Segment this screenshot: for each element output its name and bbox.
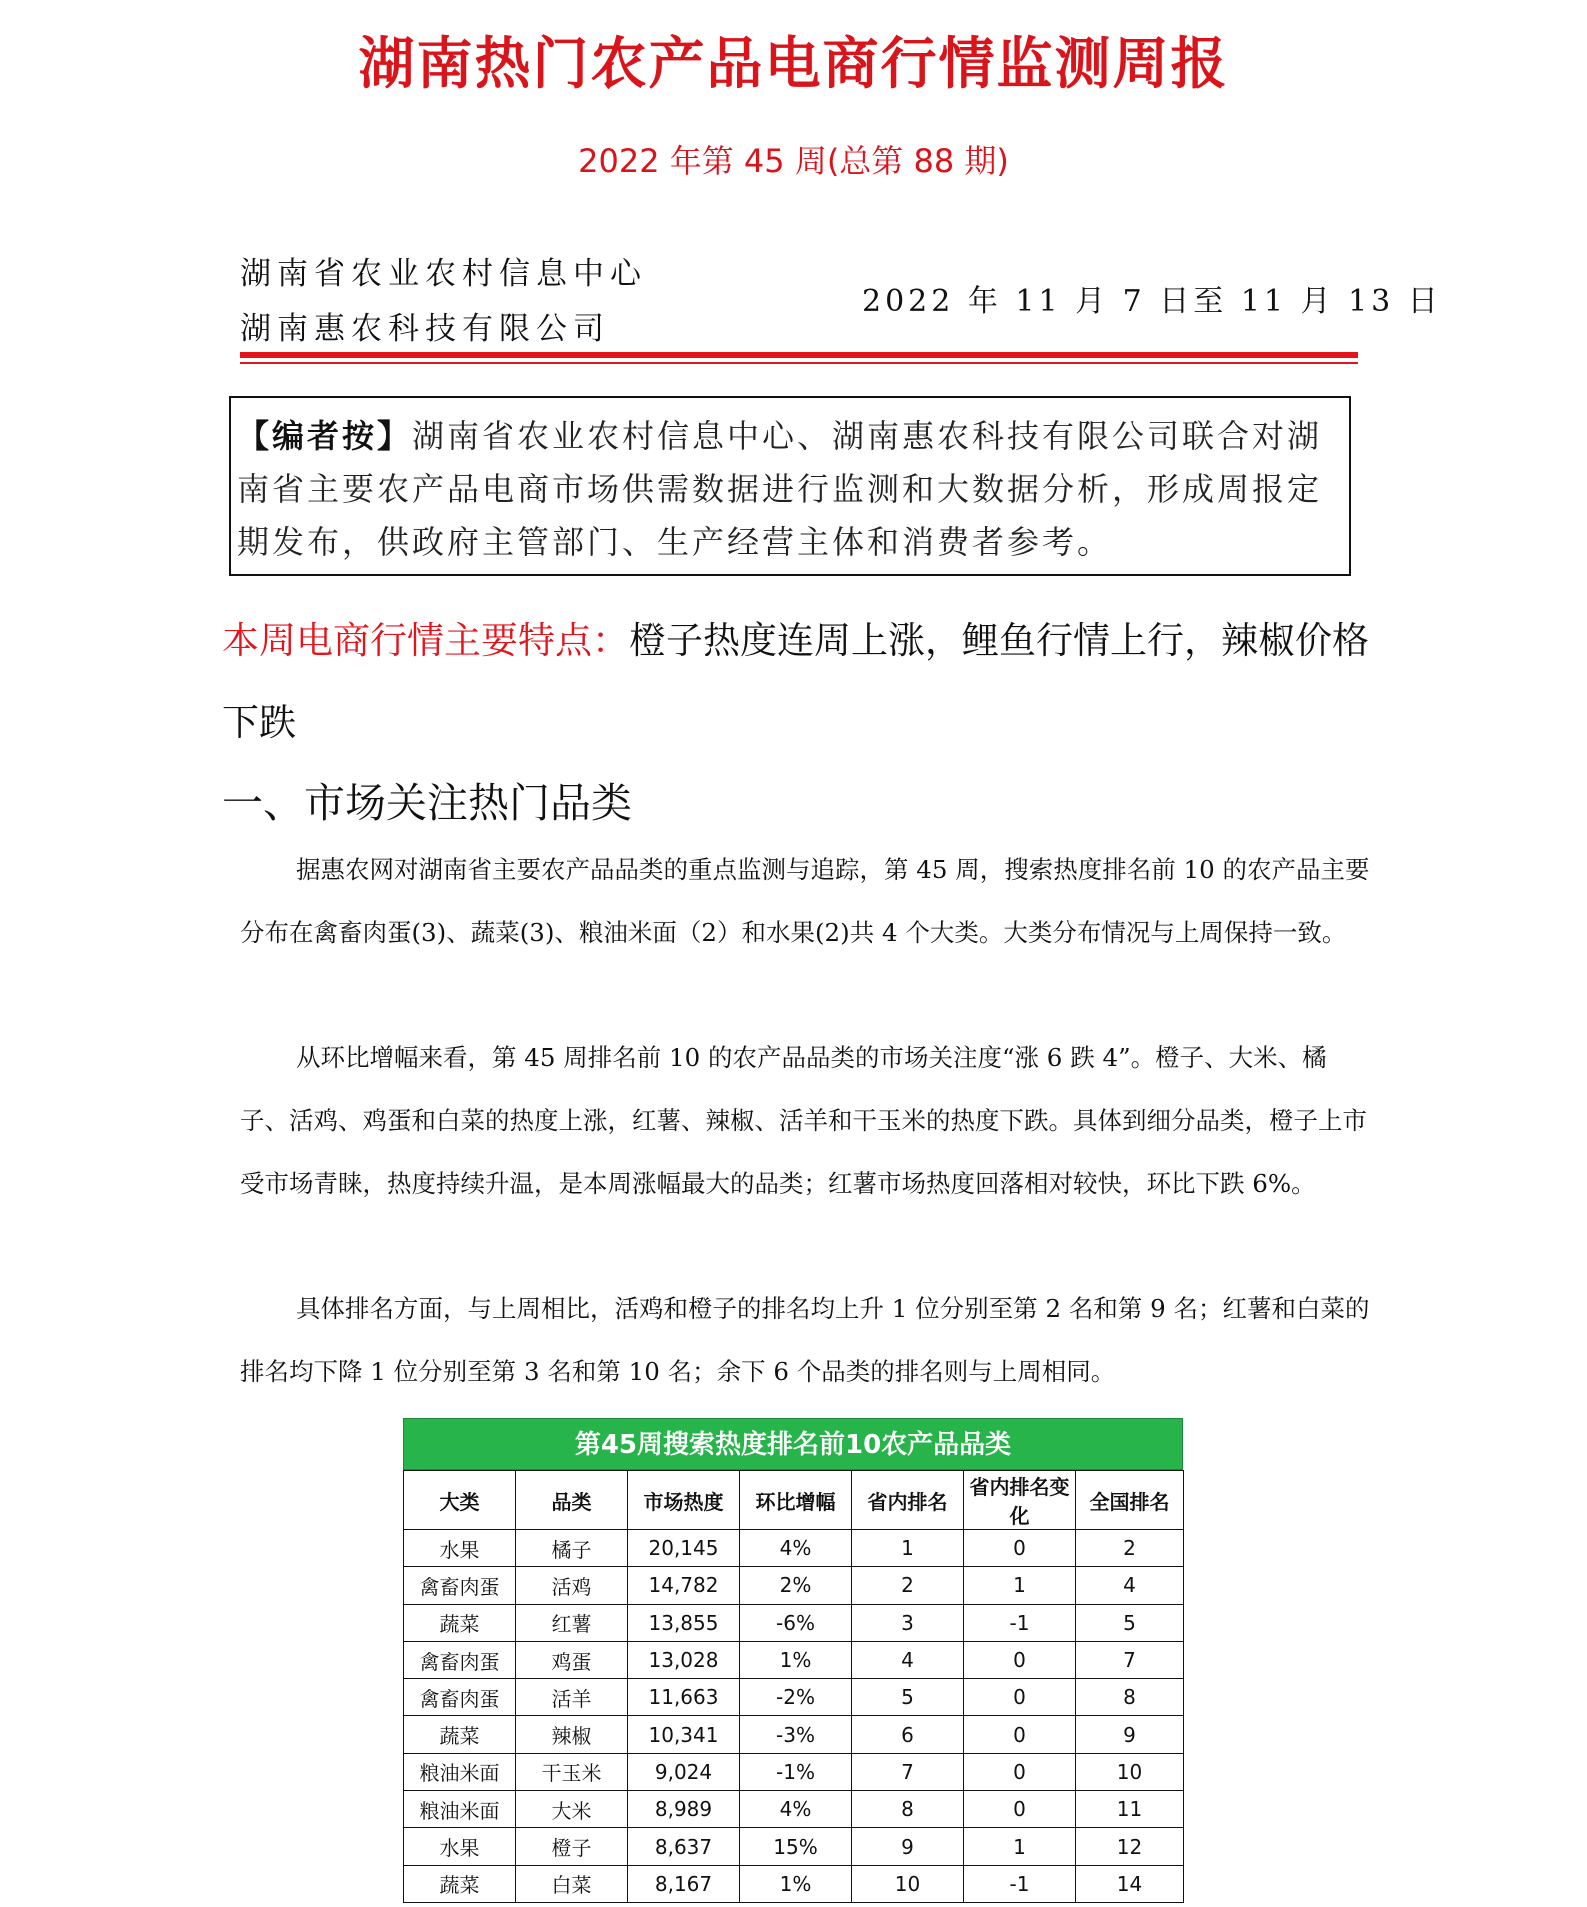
table-row <box>404 1753 1184 1790</box>
table-row <box>404 1828 1184 1865</box>
table-cell: 4% <box>740 1530 852 1567</box>
table-cell: 4 <box>1076 1567 1184 1604</box>
date-range: 2022 年 11 月 7 日至 11 月 13 日 <box>862 284 1442 319</box>
table-cell: -6% <box>740 1604 852 1641</box>
table-cell: 11,663 <box>628 1679 740 1716</box>
table-cell: 1 <box>852 1530 964 1567</box>
table-cell: 2 <box>852 1567 964 1604</box>
header-divider-thick <box>240 352 1358 358</box>
col-header: 大类 <box>404 1471 516 1530</box>
table-cell: 5 <box>1076 1604 1184 1641</box>
table-cell: 5 <box>852 1679 964 1716</box>
table-cell: 水果 <box>404 1530 516 1567</box>
editor-note-tag: 【编者按】 <box>237 417 413 455</box>
col-header: 品类 <box>516 1471 628 1530</box>
table-cell: 干玉米 <box>516 1753 628 1790</box>
table-cell: 10 <box>1076 1753 1184 1790</box>
table-row <box>404 1679 1184 1716</box>
publisher-1: 湖南省农业农村信息中心 <box>240 256 647 292</box>
table-cell: 1% <box>740 1641 852 1678</box>
ranking-grid <box>403 1470 1184 1903</box>
table-cell: 白菜 <box>516 1865 628 1902</box>
table-cell: 8 <box>852 1791 964 1828</box>
table-cell: -1 <box>964 1604 1076 1641</box>
highlights-text: 橙子热度连周上涨，鲤鱼行情上行，辣椒价格下跌 <box>222 619 1369 744</box>
editor-note-box <box>229 396 1351 576</box>
table-cell: 0 <box>964 1530 1076 1567</box>
table-cell: 9,024 <box>628 1753 740 1790</box>
table-cell: 4% <box>740 1791 852 1828</box>
table-cell: 橙子 <box>516 1828 628 1865</box>
table-cell: 活鸡 <box>516 1567 628 1604</box>
table-cell: -2% <box>740 1679 852 1716</box>
table-cell: 鸡蛋 <box>516 1641 628 1678</box>
table-cell: 14,782 <box>628 1567 740 1604</box>
table-cell: 辣椒 <box>516 1716 628 1753</box>
table-cell: 0 <box>964 1679 1076 1716</box>
table-cell: 6 <box>852 1716 964 1753</box>
table-cell: 4 <box>852 1641 964 1678</box>
col-header: 省内排名变化 <box>964 1471 1076 1530</box>
table-title: 第45周搜索热度排名前10农产品品类 <box>403 1418 1183 1470</box>
table-cell: 13,855 <box>628 1604 740 1641</box>
publisher-2: 湖南惠农科技有限公司 <box>240 311 610 347</box>
table-row <box>404 1716 1184 1753</box>
table-cell: 蔬菜 <box>404 1604 516 1641</box>
table-cell: 活羊 <box>516 1679 628 1716</box>
table-cell: 9 <box>1076 1716 1184 1753</box>
table-cell: 1% <box>740 1865 852 1902</box>
table-cell: 3 <box>852 1604 964 1641</box>
table-cell: 8 <box>1076 1679 1184 1716</box>
report-title: 湖南热门农产品电商行情监测周报 <box>358 31 1229 97</box>
col-header: 全国排名 <box>1076 1471 1184 1530</box>
table-cell: 2 <box>1076 1530 1184 1567</box>
table-cell: 蔬菜 <box>404 1865 516 1902</box>
table-cell: 11 <box>1076 1791 1184 1828</box>
table-cell: 禽畜肉蛋 <box>404 1679 516 1716</box>
table-cell: 粮油米面 <box>404 1753 516 1790</box>
col-header: 省内排名 <box>852 1471 964 1530</box>
table-cell: 禽畜肉蛋 <box>404 1567 516 1604</box>
table-cell: 8,637 <box>628 1828 740 1865</box>
table-header-row <box>404 1471 1184 1530</box>
table-cell: 蔬菜 <box>404 1716 516 1753</box>
table-cell: 橘子 <box>516 1530 628 1567</box>
table-row <box>404 1567 1184 1604</box>
table-cell: 0 <box>964 1716 1076 1753</box>
ranking-table <box>403 1418 1183 1903</box>
section-heading: 一、市场关注热门品类 <box>222 779 632 827</box>
table-cell: 13,028 <box>628 1641 740 1678</box>
table-cell: 8,167 <box>628 1865 740 1902</box>
table-cell: 7 <box>1076 1641 1184 1678</box>
table-cell: 禽畜肉蛋 <box>404 1641 516 1678</box>
table-cell: 10 <box>852 1865 964 1902</box>
table-cell: 0 <box>964 1753 1076 1790</box>
table-cell: 8,989 <box>628 1791 740 1828</box>
table-cell: 红薯 <box>516 1604 628 1641</box>
highlights-label: 本周电商行情主要特点： <box>222 619 629 662</box>
table-cell: 7 <box>852 1753 964 1790</box>
table-cell: 14 <box>1076 1865 1184 1902</box>
table-cell: -1 <box>964 1865 1076 1902</box>
table-cell: 9 <box>852 1828 964 1865</box>
report-subtitle: 2022 年第 45 周(总第 88 期) <box>578 142 1009 180</box>
table-cell: 20,145 <box>628 1530 740 1567</box>
paragraph-1: 据惠农网对湖南省主要农产品品类的重点监测与追踪，第 45 周，搜索热度排名前 10 的农产品主要分布在禽畜肉蛋(3)、蔬菜(3)、粮油米面（2）和水果(2)共 4 个大类。大类分布情况与上周保持一致。 <box>240 855 1370 947</box>
table-cell: -3% <box>740 1716 852 1753</box>
table-row <box>404 1641 1184 1678</box>
table-cell: 大米 <box>516 1791 628 1828</box>
table-cell: -1% <box>740 1753 852 1790</box>
table-cell: 0 <box>964 1791 1076 1828</box>
table-cell: 10,341 <box>628 1716 740 1753</box>
table-cell: 水果 <box>404 1828 516 1865</box>
table-cell: 粮油米面 <box>404 1791 516 1828</box>
paragraph-2: 从环比增幅来看，第 45 周排名前 10 的农产品品类的市场关注度“涨 6 跌 4”。橙子、大米、橘子、活鸡、鸡蛋和白菜的热度上涨，红薯、辣椒、活羊和干玉米的热度下跌。具体到细分品类，橙子上市受市场青睐，热度持续升温，是本周涨幅最大的品类；红薯市场热度回落相对较快，环比下跌 6%。 <box>240 1043 1367 1198</box>
editor-note-text: 湖南省农业农村信息中心、湖南惠农科技有限公司联合对湖南省主要农产品电商市场供需数据进行监测和大数据分析，形成周报定期发布，供政府主管部门、生产经营主体和消费者参考。 <box>237 417 1323 561</box>
header-divider-thin <box>240 362 1358 364</box>
table-cell: 0 <box>964 1641 1076 1678</box>
table-cell: 12 <box>1076 1828 1184 1865</box>
weekly-highlights <box>222 600 1402 764</box>
table-row <box>404 1530 1184 1567</box>
col-header: 环比增幅 <box>740 1471 852 1530</box>
paragraph-3: 具体排名方面，与上周相比，活鸡和橙子的排名均上升 1 位分别至第 2 名和第 9 名；红薯和白菜的排名均下降 1 位分别至第 3 名和第 10 名；余下 6 个品类的排名则与上周相同。 <box>240 1294 1370 1386</box>
col-header: 市场热度 <box>628 1471 740 1530</box>
table-cell: 1 <box>964 1828 1076 1865</box>
table-row <box>404 1791 1184 1828</box>
table-cell: 2% <box>740 1567 852 1604</box>
table-cell: 15% <box>740 1828 852 1865</box>
table-row <box>404 1865 1184 1902</box>
table-cell: 1 <box>964 1567 1076 1604</box>
table-row <box>404 1604 1184 1641</box>
